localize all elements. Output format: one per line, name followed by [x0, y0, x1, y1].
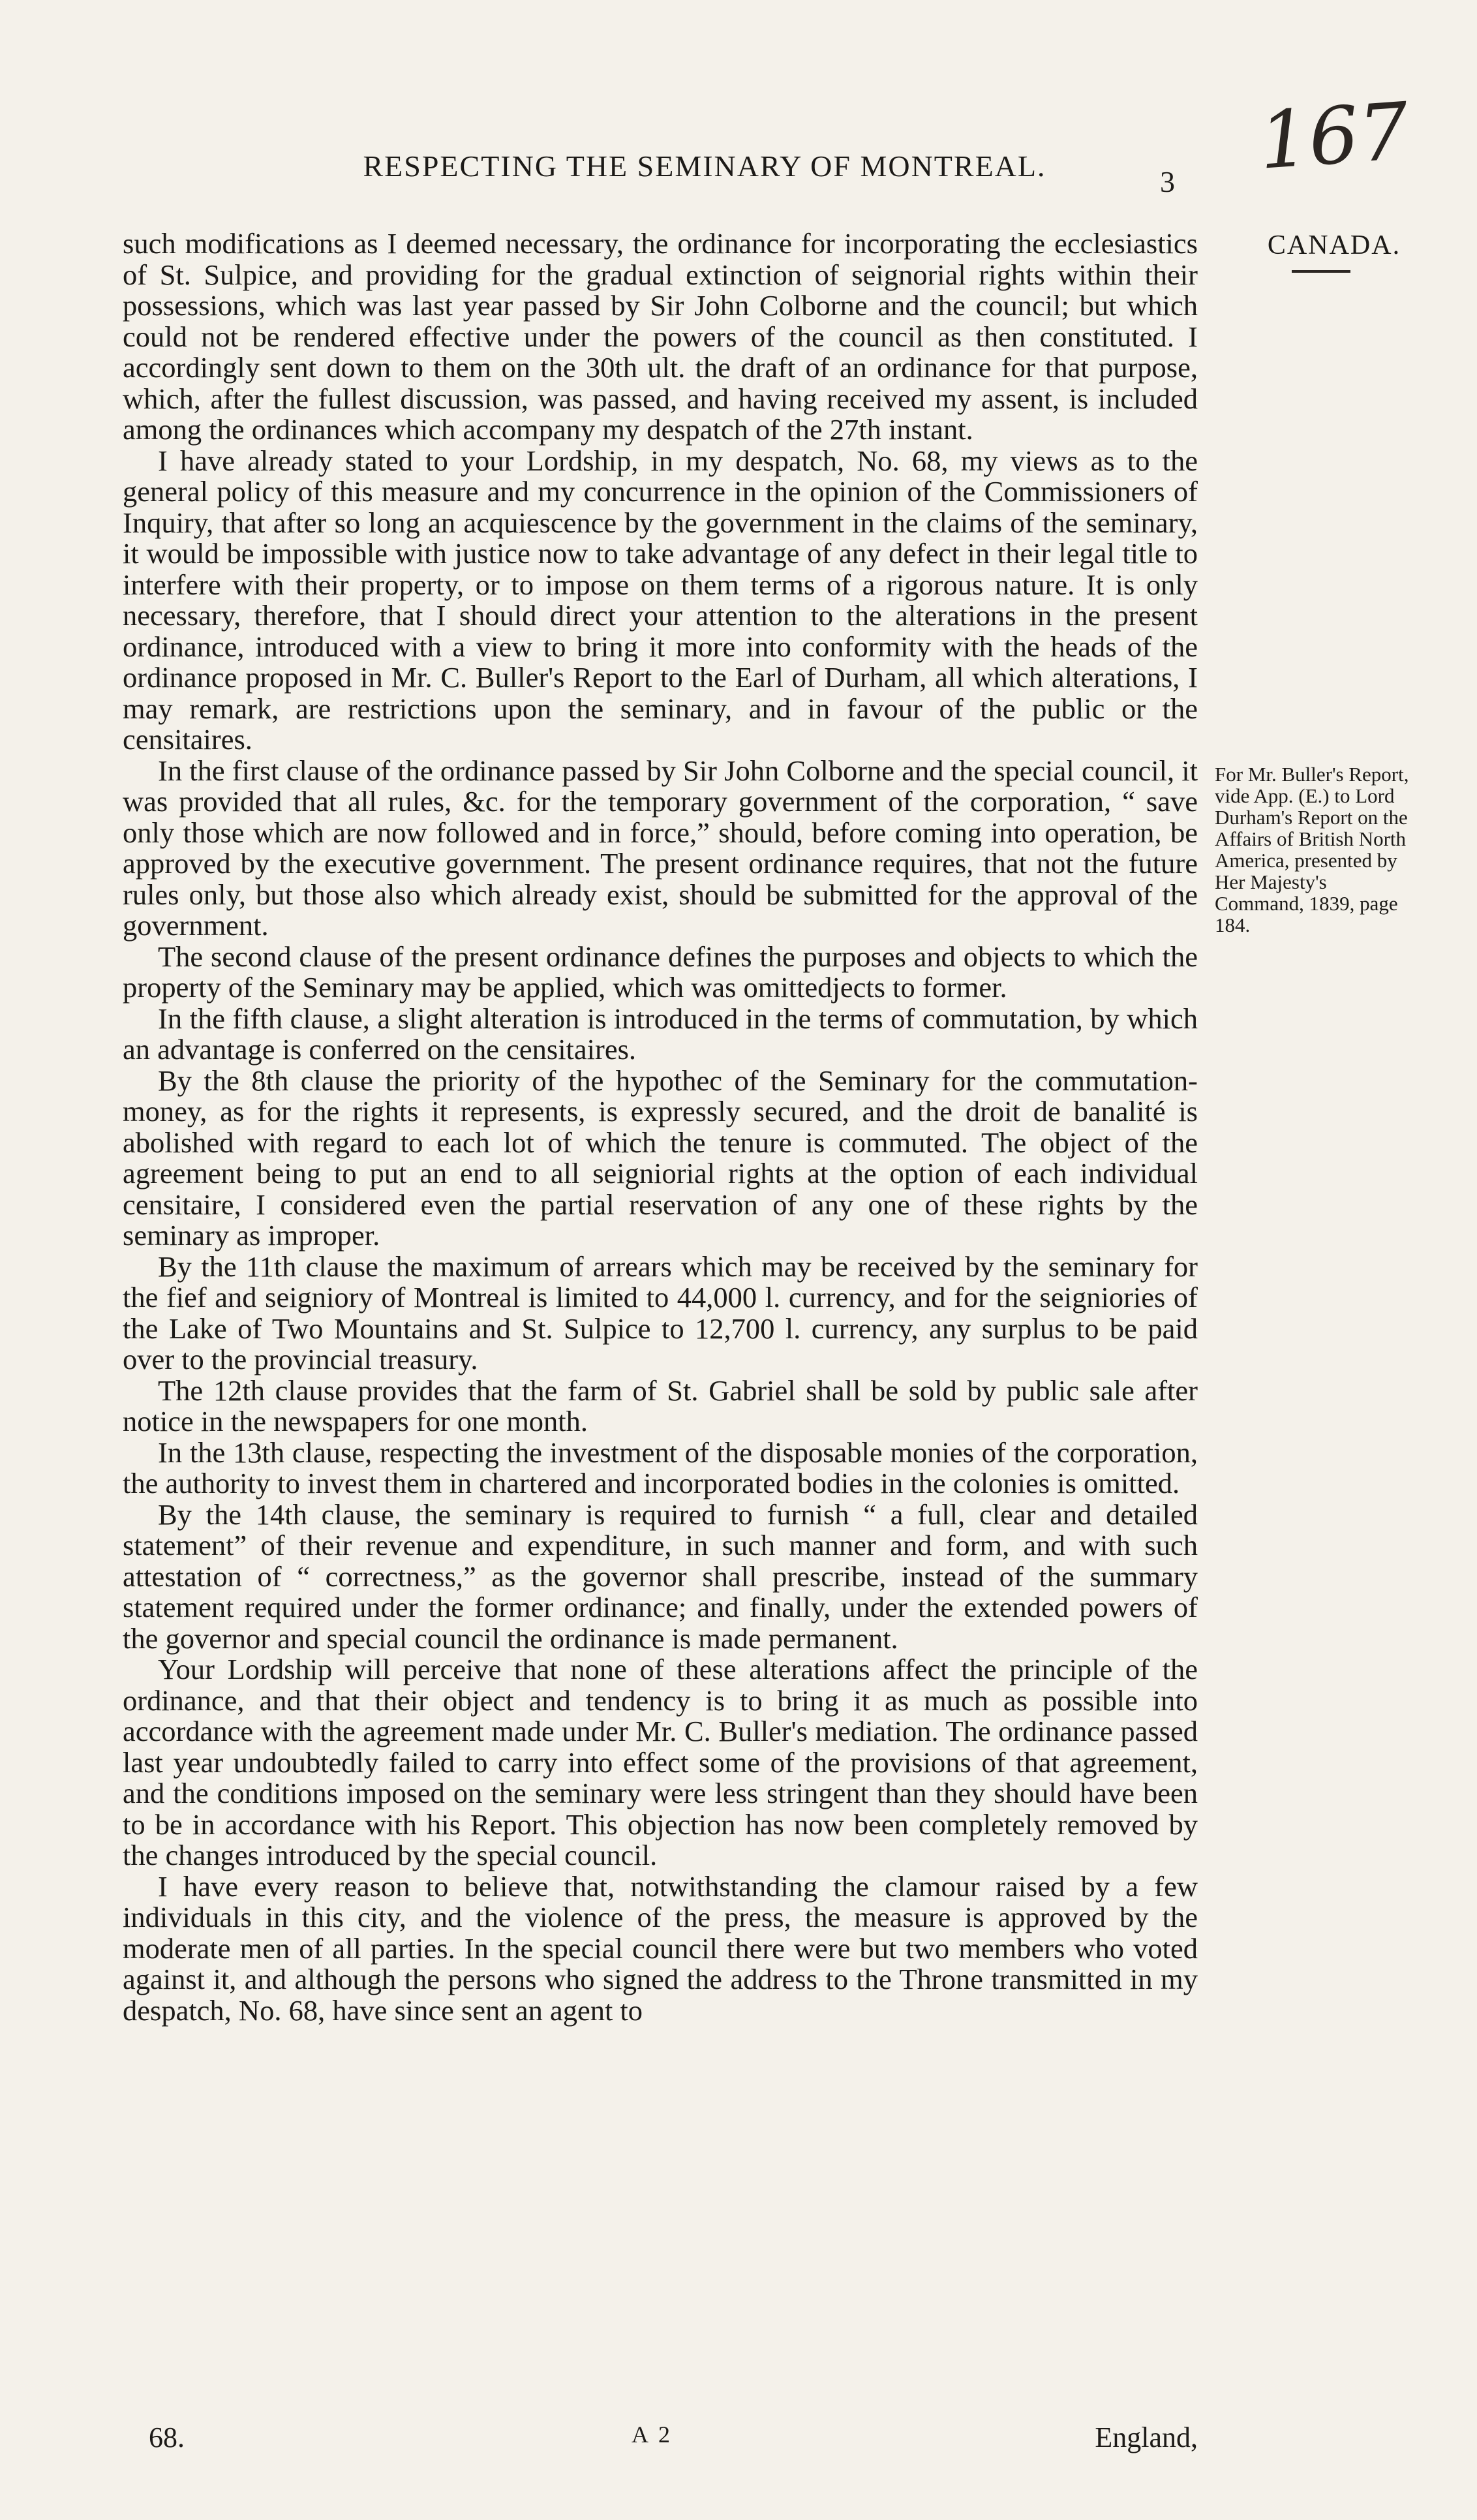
- paragraph: Your Lordship will perceive that none of these alterations affect the principle of the ordinance, and that their object and tendency is to bring it as much as possible into accordance with the agreement made under Mr. C. Buller's mediation. The ordinance passed last year undoubtedly failed to carry into effect some of the provisions of that agreement, and the conditions imposed on the seminary were less stringent than they should have been to be in accordance with his Report. This objection has now been completely removed by the changes introduced by the special council.: [123, 1653, 1198, 1871]
- paragraph: In the fifth clause, a slight alteration is introduced in the terms of commutation, by which an advantage is conferred on the censitaires.: [123, 1002, 1198, 1066]
- margin-heading: CANADA.: [1267, 230, 1401, 260]
- paragraph: The second clause of the present ordinance defines the purposes and objects to which the property of the Seminary may be applied, which was omittedjects to former.: [123, 940, 1198, 1004]
- margin-note: For Mr. Buller's Report, vide App. (E.) to Lord Durham's Report on the Affairs of British North America, presented by Her Majesty's Command, 1839, page 184.: [1215, 763, 1409, 936]
- paragraph: such modifications as I deemed necessary, the ordinance for incorporating the ecclesiastics of St. Sulpice, and providing for the gradual extinction of seignorial rights within their possessions, which was last year passed by Sir John Colborne and the council; but which could not be rendered effective under the powers of the council as then constituted. I accordingly sent down to them on the 30th ult. the draft of an ordinance for that purpose, which, after the fullest discussion, was passed, and having received my assent, is included among the ordinances which accompany my despatch of the 27th instant.: [123, 227, 1198, 446]
- paragraph: I have every reason to believe that, notwithstanding the clamour raised by a few individuals in this city, and the violence of the press, the measure is approved by the moderate men of all parties. In the special council there were but two members who voted against it, and although the persons who signed the address to the Throne transmitted in my despatch, No. 68, have since sent an agent to: [123, 1869, 1198, 2027]
- paragraph: In the 13th clause, respecting the investment of the disposable monies of the corporation, the authority to invest them in chartered and incorporated bodies in the colonies is omitted.: [123, 1436, 1198, 1499]
- body-text: [123, 228, 1198, 2026]
- paragraph: The 12th clause provides that the farm of St. Gabriel shall be sold by public sale after notice in the newspapers for one month.: [123, 1374, 1198, 1437]
- footer-number: 68.: [149, 2421, 185, 2453]
- signature-mark: A 2: [632, 2421, 673, 2448]
- page-footer: [123, 2421, 1198, 2460]
- paragraph: I have already stated to your Lordship, in my despatch, No. 68, my views as to the general policy of this measure and my concurrence in the opinion of the Commissioners of Inquiry, that after so long an acquiescence by the government in the claims of the seminary, it would be impossible with justice now to take advantage of any defect in their legal title to interfere with their property, or to impose on them terms of a rigorous nature. It is only necessary, therefore, that I should direct your attention to the alterations in the present ordinance, introduced with a view to bring it more into conformity with the heads of the ordinance proposed in Mr. C. Buller's Report to the Earl of Durham, all which alterations, I may remark, are restrictions upon the seminary, and in favour of the public or the censitaires.: [123, 444, 1198, 756]
- paragraph: By the 11th clause the maximum of arrears which may be received by the seminary for the fief and seigniory of Montreal is limited to 44,000 l. currency, and for the seigniories of the Lake of Two Mountains and St. Sulpice to 12,700 l. currency, any surplus to be paid over to the provincial treasury.: [123, 1250, 1198, 1375]
- running-title: RESPECTING THE SEMINARY OF MONTREAL.: [363, 149, 1046, 183]
- handwritten-folio-number: 167: [1256, 86, 1412, 187]
- paragraph: By the 14th clause, the seminary is required to furnish “ a full, clear and detailed statement” of their revenue and expenditure, in such manner and form, and with such attestation of “ correctness,” as the governor shall prescribe, instead of the summary statement required under the former ordinance; and finally, under the extended powers of the governor and special council the ordinance is made permanent.: [123, 1498, 1198, 1655]
- catchword: England,: [1095, 2421, 1198, 2453]
- margin-rule: [1292, 270, 1350, 273]
- paragraph: By the 8th clause the priority of the hypothec of the Seminary for the commutation-money, as for the rights it represents, is expressly secured, and the droit de banalité is abolished with regard to each lot of which the tenure is commuted. The object of the agreement being to put an end to all seigniorial rights at the option of each individual censitaire, I considered even the partial reservation of any one of these rights by the seminary as improper.: [123, 1064, 1198, 1252]
- page-number: 3: [1160, 165, 1175, 198]
- paragraph: In the first clause of the ordinance passed by Sir John Colborne and the special council, it was provided that all rules, &c. for the temporary government of the corporation, “ save only those which are now followed and in force,” should, before coming into operation, be approved by the executive government. The present ordinance requires, that not the future rules only, but those also which already exist, should be submitted for the approval of the government.: [123, 754, 1198, 942]
